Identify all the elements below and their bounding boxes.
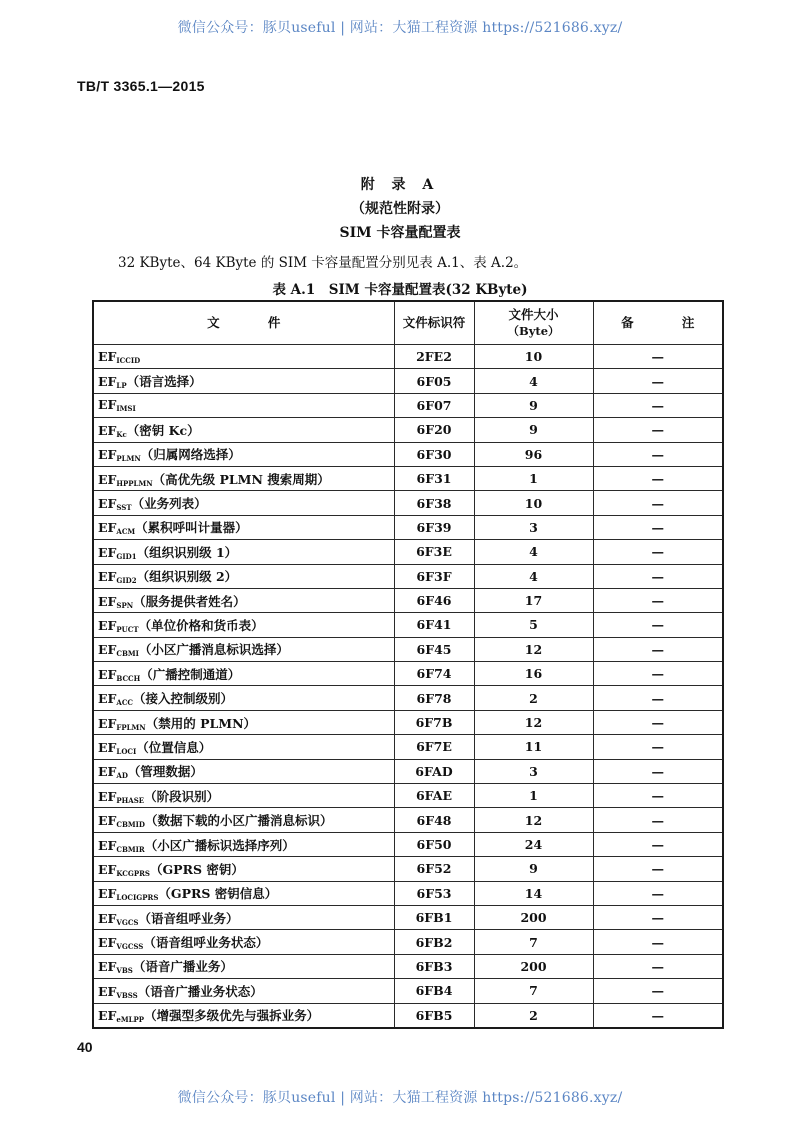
cell-file xyxy=(93,881,394,905)
table-row xyxy=(93,613,723,637)
cell-identifier: 6FAD xyxy=(394,759,474,783)
file-subscript: CBMID xyxy=(116,820,145,830)
cell-size: 12 xyxy=(474,808,593,832)
cell-file xyxy=(93,832,394,856)
cell-identifier: 6F74 xyxy=(394,662,474,686)
file-description: （小区广播标识选择序列） xyxy=(144,837,295,853)
file-description: （累积呼叫计量器） xyxy=(135,520,248,536)
cell-remark: — xyxy=(593,954,723,978)
cell-size: 9 xyxy=(474,418,593,442)
file-subscript: SPN xyxy=(116,600,134,610)
file-description: （GPRS 密钥） xyxy=(150,861,244,877)
table-row xyxy=(93,1003,723,1028)
table-row xyxy=(93,832,723,856)
file-prefix: EF xyxy=(98,983,117,999)
cell-file xyxy=(93,930,394,954)
cell-file xyxy=(93,442,394,466)
cell-remark: — xyxy=(593,564,723,588)
file-prefix: EF xyxy=(98,374,117,390)
file-subscript: ACC xyxy=(116,698,133,708)
table-row xyxy=(93,930,723,954)
file-description: （禁用的 PLMN） xyxy=(145,715,257,731)
cell-identifier: 6F7B xyxy=(394,710,474,734)
file-prefix: EF xyxy=(98,739,117,755)
cell-file xyxy=(93,564,394,588)
cell-file xyxy=(93,466,394,490)
file-prefix: EF xyxy=(98,1008,117,1024)
cell-remark: — xyxy=(593,662,723,686)
cell-remark: — xyxy=(593,613,723,637)
cell-size: 2 xyxy=(474,1003,593,1028)
file-prefix: EF xyxy=(98,397,117,413)
cell-identifier: 6F50 xyxy=(394,832,474,856)
cell-file xyxy=(93,637,394,661)
file-subscript: GID2 xyxy=(116,576,137,586)
table-row xyxy=(93,491,723,515)
table-row xyxy=(93,345,723,369)
cell-identifier: 6FB3 xyxy=(394,954,474,978)
cell-size: 200 xyxy=(474,954,593,978)
file-description: （服务提供者姓名） xyxy=(133,593,246,609)
table-body xyxy=(93,345,723,1028)
cell-remark: — xyxy=(593,930,723,954)
cell-file xyxy=(93,491,394,515)
cell-size: 17 xyxy=(474,588,593,612)
page-number: 40 xyxy=(77,1039,93,1055)
cell-size: 12 xyxy=(474,710,593,734)
cell-remark: — xyxy=(593,686,723,710)
file-subscript: AD xyxy=(116,771,128,781)
table-row xyxy=(93,735,723,759)
file-subscript: VGCSS xyxy=(116,942,144,952)
table-row xyxy=(93,954,723,978)
table-row xyxy=(93,466,723,490)
cell-file xyxy=(93,808,394,832)
cell-file xyxy=(93,662,394,686)
file-subscript: VBS xyxy=(116,966,133,976)
cell-size: 12 xyxy=(474,637,593,661)
file-description: （组织识别级 1） xyxy=(136,544,238,560)
cell-size: 96 xyxy=(474,442,593,466)
file-description: （管理数据） xyxy=(127,764,203,780)
cell-identifier: 6F07 xyxy=(394,393,474,417)
cell-identifier: 6F48 xyxy=(394,808,474,832)
file-prefix: EF xyxy=(98,788,117,804)
cell-size: 7 xyxy=(474,979,593,1003)
table-row xyxy=(93,369,723,393)
cell-identifier: 6F38 xyxy=(394,491,474,515)
table-row xyxy=(93,540,723,564)
cell-identifier: 6F3E xyxy=(394,540,474,564)
table-row xyxy=(93,418,723,442)
file-subscript: KCGPRS xyxy=(116,868,150,878)
cell-file xyxy=(93,369,394,393)
file-description: （语音组呼业务状态） xyxy=(143,935,269,951)
cell-remark: — xyxy=(593,515,723,539)
file-subscript: LP xyxy=(116,381,127,391)
cell-remark: — xyxy=(593,345,723,369)
appendix-title: 附 录 A xyxy=(360,177,440,193)
file-subscript: PUCT xyxy=(116,624,139,634)
cell-file xyxy=(93,588,394,612)
file-subscript: ACM xyxy=(116,527,136,537)
file-subscript: HPPLMN xyxy=(116,478,153,488)
cell-remark: — xyxy=(593,442,723,466)
cell-file xyxy=(93,613,394,637)
cell-size: 16 xyxy=(474,662,593,686)
file-description: （单位价格和货币表） xyxy=(138,617,264,633)
file-subscript: CBMI xyxy=(116,649,139,659)
file-description: （组织识别级 2） xyxy=(136,569,238,585)
header-file: 文 件 xyxy=(93,301,394,345)
cell-identifier: 6FB5 xyxy=(394,1003,474,1028)
cell-identifier: 6F41 xyxy=(394,613,474,637)
cell-file xyxy=(93,418,394,442)
cell-file xyxy=(93,540,394,564)
cell-identifier: 2FE2 xyxy=(394,345,474,369)
cell-file xyxy=(93,784,394,808)
table-caption: 表 A.1 SIM 卡容量配置表(32 KByte) xyxy=(272,282,528,298)
file-description: （归属网络选择） xyxy=(140,447,241,463)
file-description: （业务列表） xyxy=(131,496,207,512)
cell-size: 200 xyxy=(474,905,593,929)
file-prefix: EF xyxy=(98,691,117,707)
cell-identifier: 6F78 xyxy=(394,686,474,710)
cell-remark: — xyxy=(593,369,723,393)
cell-remark: — xyxy=(593,466,723,490)
file-subscript: Kc xyxy=(116,429,127,439)
cell-remark: — xyxy=(593,710,723,734)
cell-size: 3 xyxy=(474,515,593,539)
cell-identifier: 6FAE xyxy=(394,784,474,808)
cell-file xyxy=(93,710,394,734)
file-subscript: SST xyxy=(116,503,132,513)
file-prefix: EF xyxy=(98,348,117,364)
cell-size: 7 xyxy=(474,930,593,954)
file-description: （密钥 Kc） xyxy=(126,422,200,438)
file-subscript: VGCS xyxy=(116,917,139,927)
appendix-name: SIM 卡容量配置表 xyxy=(339,225,461,241)
cell-remark: — xyxy=(593,857,723,881)
file-prefix: EF xyxy=(98,666,117,682)
cell-identifier: 6F3F xyxy=(394,564,474,588)
table-row xyxy=(93,881,723,905)
table-row xyxy=(93,808,723,832)
table-row xyxy=(93,588,723,612)
cell-size: 11 xyxy=(474,735,593,759)
cell-remark: — xyxy=(593,832,723,856)
intro-paragraph: 32 KByte、64 KByte 的 SIM 卡容量配置分别见表 A.1、表 A.2。 xyxy=(118,255,528,271)
cell-size: 1 xyxy=(474,784,593,808)
watermark-bottom: 微信公众号：豚贝useful | 网站：大猫工程资源 https://521686.xyz/ xyxy=(177,1090,623,1106)
cell-identifier: 6F7E xyxy=(394,735,474,759)
watermark-top: 微信公众号：豚贝useful | 网站：大猫工程资源 https://521686.xyz/ xyxy=(177,20,623,36)
file-description: （位置信息） xyxy=(136,739,212,755)
file-description: （数据下载的小区广播消息标识） xyxy=(145,813,333,829)
table-row xyxy=(93,710,723,734)
table-row xyxy=(93,979,723,1003)
file-subscript: VBSS xyxy=(116,990,138,1000)
appendix-subtitle: （规范性附录） xyxy=(351,201,449,217)
file-prefix: EF xyxy=(98,886,117,902)
file-prefix: EF xyxy=(98,593,117,609)
cell-remark: — xyxy=(593,418,723,442)
cell-file xyxy=(93,759,394,783)
file-prefix: EF xyxy=(98,496,117,512)
file-description: （阶段识别） xyxy=(144,788,220,804)
cell-identifier: 6F52 xyxy=(394,857,474,881)
cell-size: 4 xyxy=(474,540,593,564)
cell-remark: — xyxy=(593,540,723,564)
file-subscript: BCCH xyxy=(116,673,141,683)
cell-size: 3 xyxy=(474,759,593,783)
cell-size: 14 xyxy=(474,881,593,905)
file-description: （语言选择） xyxy=(126,374,202,390)
table-row xyxy=(93,515,723,539)
table-row xyxy=(93,637,723,661)
cell-identifier: 6F30 xyxy=(394,442,474,466)
file-prefix: EF xyxy=(98,422,117,438)
cell-file xyxy=(93,345,394,369)
cell-file xyxy=(93,905,394,929)
cell-file xyxy=(93,1003,394,1028)
header-size-line1: 文件大小 xyxy=(508,307,559,322)
table-row xyxy=(93,857,723,881)
cell-size: 2 xyxy=(474,686,593,710)
header-size xyxy=(474,301,593,345)
file-prefix: EF xyxy=(98,861,117,877)
cell-remark: — xyxy=(593,905,723,929)
cell-remark: — xyxy=(593,881,723,905)
file-prefix: EF xyxy=(98,715,117,731)
cell-size: 10 xyxy=(474,491,593,515)
sim-capacity-table xyxy=(92,300,724,1029)
file-prefix: EF xyxy=(98,837,117,853)
file-prefix: EF xyxy=(98,520,117,536)
file-description: （高优先级 PLMN 搜索周期） xyxy=(152,471,330,487)
cell-remark: — xyxy=(593,1003,723,1028)
file-description: （广播控制通道） xyxy=(140,666,241,682)
cell-identifier: 6FB1 xyxy=(394,905,474,929)
cell-remark: — xyxy=(593,637,723,661)
table-row xyxy=(93,393,723,417)
cell-remark: — xyxy=(593,491,723,515)
cell-identifier: 6F20 xyxy=(394,418,474,442)
cell-file xyxy=(93,954,394,978)
cell-file xyxy=(93,393,394,417)
file-subscript: IMSI xyxy=(116,404,136,414)
document-code: TB/T 3365.1—2015 xyxy=(77,78,205,94)
file-subscript: eMLPP xyxy=(116,1015,145,1025)
file-subscript: PLMN xyxy=(116,454,141,464)
cell-identifier: 6F39 xyxy=(394,515,474,539)
file-description: （增强型多级优先与强拆业务） xyxy=(144,1008,320,1024)
cell-remark: — xyxy=(593,979,723,1003)
file-prefix: EF xyxy=(98,959,117,975)
file-prefix: EF xyxy=(98,910,117,926)
table-row xyxy=(93,442,723,466)
file-subscript: GID1 xyxy=(116,551,137,561)
cell-remark: — xyxy=(593,588,723,612)
file-prefix: EF xyxy=(98,569,117,585)
file-description: （语音广播业务状态） xyxy=(137,983,263,999)
cell-size: 9 xyxy=(474,857,593,881)
table-header-row xyxy=(93,301,723,345)
cell-remark: — xyxy=(593,759,723,783)
file-prefix: EF xyxy=(98,642,117,658)
cell-size: 4 xyxy=(474,369,593,393)
file-description: （语音广播业务） xyxy=(132,959,233,975)
cell-identifier: 6FB2 xyxy=(394,930,474,954)
file-subscript: CBMIR xyxy=(116,844,145,854)
file-description: （接入控制级别） xyxy=(132,691,233,707)
cell-remark: — xyxy=(593,393,723,417)
header-identifier: 文件标识符 xyxy=(394,301,474,345)
table-row xyxy=(93,686,723,710)
cell-identifier: 6F53 xyxy=(394,881,474,905)
cell-file xyxy=(93,735,394,759)
header-remark: 备 注 xyxy=(593,301,723,345)
table-row xyxy=(93,662,723,686)
cell-size: 1 xyxy=(474,466,593,490)
cell-identifier: 6F05 xyxy=(394,369,474,393)
cell-size: 24 xyxy=(474,832,593,856)
file-subscript: LOCIGPRS xyxy=(116,893,159,903)
file-prefix: EF xyxy=(98,935,117,951)
cell-file xyxy=(93,515,394,539)
table-row xyxy=(93,564,723,588)
table-row xyxy=(93,784,723,808)
file-description: （GPRS 密钥信息） xyxy=(158,886,278,902)
cell-identifier: 6FB4 xyxy=(394,979,474,1003)
cell-size: 4 xyxy=(474,564,593,588)
cell-file xyxy=(93,979,394,1003)
table-row xyxy=(93,905,723,929)
file-subscript: FPLMN xyxy=(116,722,146,732)
file-subscript: ICCID xyxy=(116,355,141,365)
cell-remark: — xyxy=(593,735,723,759)
file-prefix: EF xyxy=(98,617,117,633)
cell-identifier: 6F45 xyxy=(394,637,474,661)
file-subscript: PHASE xyxy=(116,795,145,805)
file-prefix: EF xyxy=(98,447,117,463)
cell-file xyxy=(93,686,394,710)
file-prefix: EF xyxy=(98,764,117,780)
file-description: （小区广播消息标识选择） xyxy=(138,642,289,658)
table-row xyxy=(93,759,723,783)
cell-identifier: 6F46 xyxy=(394,588,474,612)
file-prefix: EF xyxy=(98,471,117,487)
header-size-line2: （Byte） xyxy=(507,324,560,338)
file-prefix: EF xyxy=(98,544,117,560)
cell-remark: — xyxy=(593,808,723,832)
cell-size: 10 xyxy=(474,345,593,369)
cell-remark: — xyxy=(593,784,723,808)
cell-size: 9 xyxy=(474,393,593,417)
file-prefix: EF xyxy=(98,813,117,829)
cell-identifier: 6F31 xyxy=(394,466,474,490)
cell-file xyxy=(93,857,394,881)
file-subscript: LOCI xyxy=(116,746,137,756)
file-description: （语音组呼业务） xyxy=(138,910,239,926)
cell-size: 5 xyxy=(474,613,593,637)
